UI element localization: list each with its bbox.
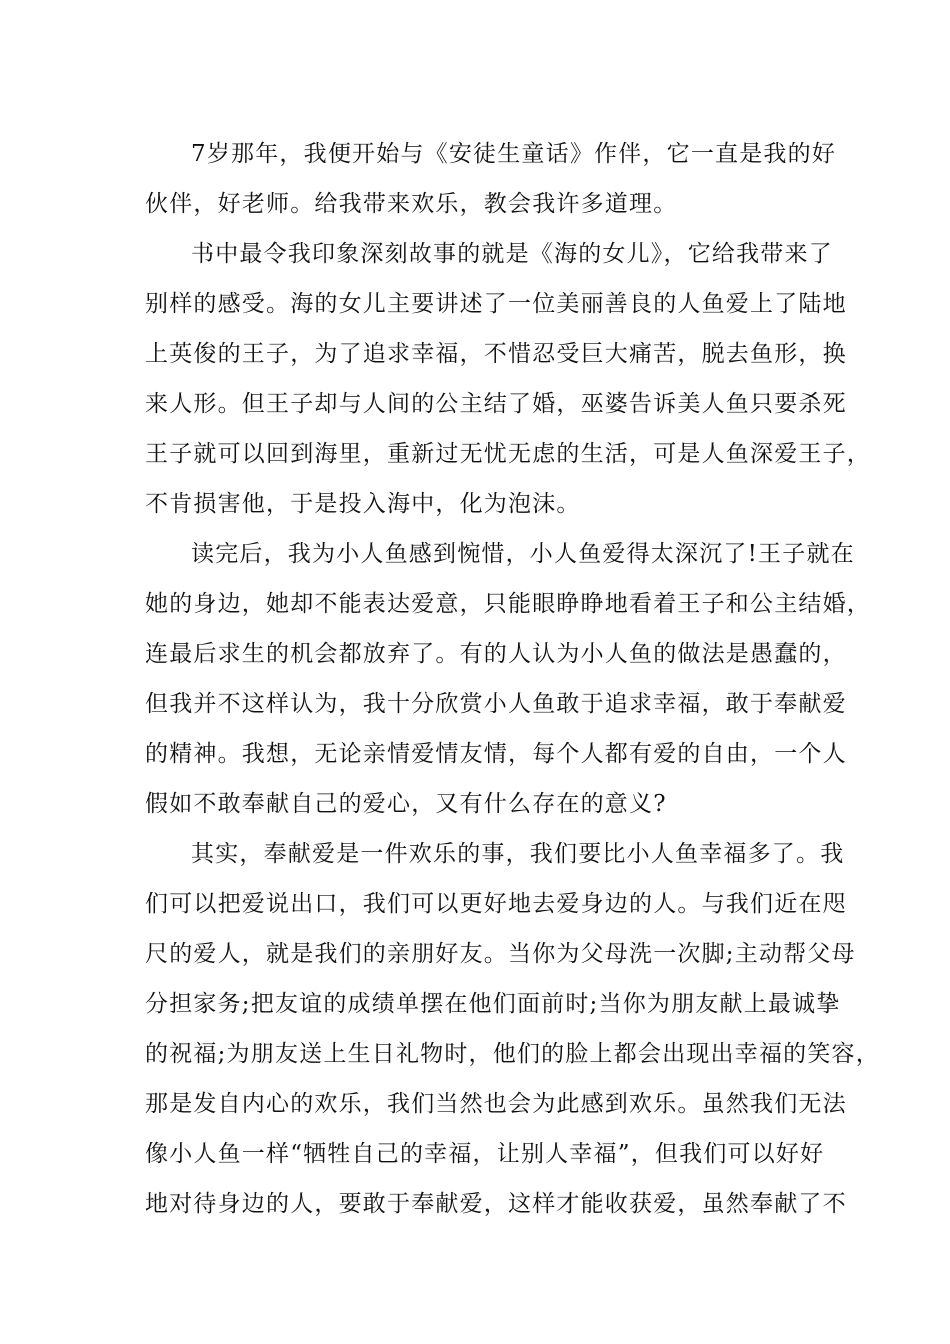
paragraph-4-line-2: 们可以把爱说出口，我们可以更好地去爱身边的人。与我们近在咫 <box>145 891 847 917</box>
paragraph-4-line-6: 那是发自内心的欢乐，我们当然也会为此感到欢乐。虽然我们无法 <box>145 1091 847 1117</box>
paragraph-4-line-7: 像小人鱼一样“牺牲自己的幸福，让别人幸福”，但我们可以好好 <box>145 1141 825 1167</box>
paragraph-2-line-1: 书中最令我印象深刻故事的就是《海的女儿》，它给我带来了 <box>191 241 833 267</box>
paragraph-4-line-1: 其实，奉献爱是一件欢乐的事，我们要比小人鱼幸福多了。我 <box>191 841 845 867</box>
paragraph-3-line-4: 但我并不这样认为，我十分欣赏小人鱼敢于追求幸福，敢于奉献爱 <box>145 691 847 717</box>
paragraph-2-line-3: 上英俊的王子，为了追求幸福，不惜忍受巨大痛苦，脱去鱼形，换 <box>145 341 847 367</box>
paragraph-4-line-3: 尺的爱人，就是我们的亲朋好友。当你为父母洗一次脚;主动帮父母 <box>145 941 856 967</box>
paragraph-1-line-1: 7岁那年，我便开始与《安徒生童话》作伴，它一直是我的好 <box>191 141 837 167</box>
paragraph-3-line-3: 连最后求生的机会都放弃了。有的人认为小人鱼的做法是愚蠢的， <box>145 641 847 667</box>
paragraph-3-line-2: 她的身边，她却不能表达爱意，只能眼睁睁地看着王子和公主结婚， <box>145 591 871 617</box>
paragraph-4-line-4: 分担家务;把友谊的成绩单摆在他们面前时;当你为朋友献上最诚挚 <box>145 991 841 1017</box>
paragraph-1-line-2: 伙伴，好老师。给我带来欢乐，教会我许多道理。 <box>145 191 678 217</box>
paragraph-4-line-5: 的祝福;为朋友送上生日礼物时，他们的脸上都会出现出幸福的笑容， <box>145 1041 880 1067</box>
paragraph-2-line-6: 不肯损害他，于是投入海中，化为泡沫。 <box>145 491 581 517</box>
paragraph-2-line-4: 来人形。但王子却与人间的公主结了婚，巫婆告诉美人鱼只要杀死 <box>145 391 847 417</box>
paragraph-4-line-8: 地对待身边的人，要敢于奉献爱，这样才能收获爱，虽然奉献了不 <box>145 1191 847 1217</box>
paragraph-3-line-5: 的精神。我想，无论亲情爱情友情，每个人都有爱的自由，一个人 <box>145 741 847 767</box>
paragraph-2-line-5: 王子就可以回到海里，重新过无忧无虑的生活，可是人鱼深爱王子， <box>145 441 871 467</box>
paragraph-3-line-6: 假如不敢奉献自己的爱心，又有什么存在的意义? <box>145 791 667 817</box>
paragraph-2-line-2: 别样的感受。海的女儿主要讲述了一位美丽善良的人鱼爱上了陆地 <box>145 291 847 317</box>
body-text <box>145 129 880 1229</box>
paragraph-3-line-1: 读完后，我为小人鱼感到惋惜，小人鱼爱得太深沉了!王子就在 <box>191 541 855 567</box>
